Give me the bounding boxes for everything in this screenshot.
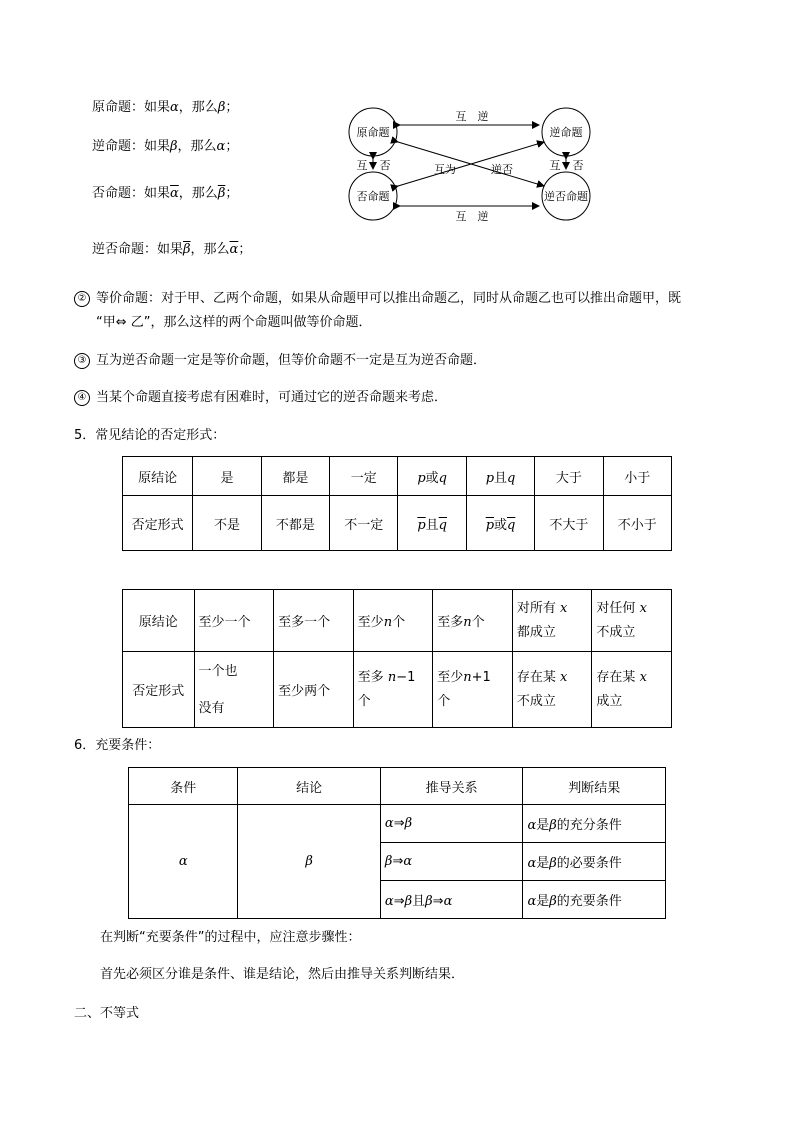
symbol: $\overline{q}$ — [507, 517, 516, 533]
symbol: β — [549, 818, 557, 833]
symbol: p — [417, 470, 426, 486]
table-cell — [433, 652, 513, 728]
text: 的充分条件 — [556, 818, 622, 833]
item-number: ③ — [74, 353, 90, 369]
symbol: n — [387, 669, 397, 685]
item-text: 等价命题：对于甲、乙两个命题，如果从命题甲可以推出命题乙，同时从命题乙也可以推出命题甲，既 — [96, 291, 682, 306]
result-cell — [523, 881, 666, 919]
symbol: n — [383, 615, 393, 630]
symbol: β — [425, 894, 433, 909]
symbol: β — [404, 816, 413, 831]
item-contrapositive-note — [74, 349, 486, 369]
text: 没有 — [198, 700, 225, 716]
negation-table-2 — [122, 589, 672, 728]
text: 存在某 — [516, 669, 556, 685]
table-row — [123, 496, 672, 551]
relation-cell — [380, 881, 523, 919]
text: −1 — [396, 669, 416, 685]
table-cell: 至少两个 — [274, 652, 354, 728]
symbol: $\overline{p}$ — [417, 517, 426, 533]
text: ，那么 — [178, 100, 218, 115]
conclusion-cell: β — [238, 805, 381, 919]
table-header: 判断结果 — [523, 768, 666, 805]
table-cell: 是 — [193, 457, 261, 496]
symbol: α — [216, 139, 226, 154]
edge-label: 互 逆 — [455, 110, 489, 123]
text: ⇒ — [392, 854, 404, 869]
symbol: q — [507, 470, 516, 486]
table-cell — [194, 652, 274, 728]
prop-inverse — [92, 182, 238, 201]
item-number: ② — [74, 291, 90, 307]
edge-label: 逆否 — [491, 163, 513, 176]
symbol: $\overline{\alpha}$ — [229, 242, 239, 257]
symbol: α — [384, 816, 394, 831]
symbol: x — [559, 669, 568, 685]
text: ； — [225, 139, 239, 154]
text: 是 — [536, 856, 550, 871]
table-cell — [398, 496, 466, 551]
text: 且 — [412, 894, 426, 909]
text: ，那么 — [177, 139, 217, 154]
text: ⇒ — [393, 816, 405, 831]
section-2-title: 二、不等式 — [74, 1006, 140, 1021]
symbol: p — [485, 470, 495, 486]
symbol: x — [559, 600, 568, 616]
result-cell — [523, 805, 666, 843]
text: 都成立 — [516, 624, 556, 640]
edge-label: 互 — [549, 159, 561, 172]
prop-label: 否命题：如果 — [92, 186, 171, 201]
table-cell: 不小于 — [603, 496, 671, 551]
text: 的充要条件 — [556, 894, 622, 909]
prop-label: 原命题：如果 — [92, 100, 171, 115]
text: 存在某 — [596, 669, 636, 685]
node-label: 逆否命题 — [544, 190, 588, 203]
condition-cell: α — [129, 805, 238, 919]
symbol: $\overline{q}$ — [438, 517, 447, 533]
symbol: α — [443, 894, 453, 909]
table-cell: 原结论 — [123, 590, 195, 652]
table-row — [123, 590, 672, 652]
text: 不成立 — [596, 624, 636, 640]
symbol: β — [217, 100, 226, 115]
text: 对所有 — [516, 600, 556, 616]
table-cell — [512, 652, 592, 728]
text: 对任何 — [596, 600, 636, 616]
table-cell — [512, 590, 592, 652]
note-1: 在判断“充要条件”的过程中，应注意步骤性： — [100, 930, 361, 945]
text: ； — [225, 186, 239, 201]
table-cell: 否定形式 — [123, 652, 195, 728]
symbol: α — [527, 894, 537, 909]
text: 至多 — [357, 669, 384, 685]
text: ； — [225, 100, 239, 115]
text: 或 — [425, 470, 439, 486]
item-consider-note — [74, 386, 447, 406]
text: ，那么 — [190, 242, 230, 257]
negation-table-1 — [122, 456, 672, 551]
edge-label: 互为 — [434, 163, 456, 176]
item-text: 当某个命题直接考虑有困难时，可通过它的逆否命题来考虑． — [96, 390, 448, 405]
prop-original — [92, 96, 238, 115]
text: 个 — [392, 615, 406, 630]
table-cell — [353, 652, 433, 728]
section-5-title: 5．常见结论的否定形式： — [74, 428, 226, 443]
text: 或 — [494, 517, 508, 533]
item-equivalent-line2: “甲⇔ 乙”，那么这样的两个命题叫做等价命题． — [96, 315, 372, 330]
symbol: α — [384, 894, 394, 909]
text: 个 — [471, 615, 485, 630]
symbol: α — [527, 856, 537, 871]
text: 是 — [536, 894, 550, 909]
symbol: β — [549, 856, 557, 871]
table-header: 结论 — [238, 768, 381, 805]
table-cell: 小于 — [603, 457, 671, 496]
text: 个 — [437, 693, 451, 709]
table-row — [123, 457, 672, 496]
text: 且 — [425, 517, 439, 533]
section-6-title: 6．充要条件： — [74, 738, 161, 753]
relation-cell — [380, 843, 523, 881]
table-cell: 大于 — [535, 457, 603, 496]
table-cell — [466, 457, 534, 496]
symbol: q — [438, 470, 447, 486]
text: +1 — [471, 669, 491, 685]
table-row — [129, 805, 666, 843]
table-cell: 原结论 — [123, 457, 193, 496]
node-label: 原命题 — [356, 126, 390, 139]
symbol: x — [639, 669, 647, 685]
relation-cell — [380, 805, 523, 843]
symbol: $\overline{\beta}$ — [183, 242, 191, 257]
text: 且 — [494, 470, 508, 486]
table-header: 条件 — [129, 768, 238, 805]
text: 一个也 — [198, 663, 238, 679]
text: ； — [238, 242, 252, 257]
symbol: α — [403, 854, 413, 869]
table-cell — [592, 590, 672, 652]
symbol: x — [639, 600, 647, 616]
text: 的必要条件 — [556, 856, 622, 871]
edge-label: 互 逆 — [455, 210, 489, 223]
edge-label: 互 — [356, 159, 368, 172]
condition-table — [128, 767, 666, 919]
table-cell: 至多一个 — [274, 590, 354, 652]
table-header: 推导关系 — [380, 768, 523, 805]
table-cell — [433, 590, 513, 652]
text: ，那么 — [178, 186, 218, 201]
table-cell: 不是 — [193, 496, 261, 551]
node-label: 否命题 — [356, 190, 390, 203]
table-cell: 不一定 — [330, 496, 398, 551]
note-2: 首先必须区分谁是条件、谁是结论，然后由推导关系判断结果． — [100, 967, 465, 982]
symbol: n — [463, 669, 472, 685]
text: 至少 — [437, 669, 464, 685]
symbol: α — [527, 818, 537, 833]
table-cell: 至少一个 — [194, 590, 274, 652]
symbol: β — [170, 139, 178, 154]
symbol: $\overline{p}$ — [485, 517, 495, 533]
prop-contrapositive — [92, 238, 251, 257]
table-cell: 否定形式 — [123, 496, 193, 551]
prop-converse — [92, 135, 238, 154]
text: ⇒ — [432, 894, 444, 909]
table-cell: 一定 — [330, 457, 398, 496]
symbol: $\overline{\alpha}$ — [170, 186, 179, 201]
symbol: β — [549, 894, 557, 909]
symbol: β — [404, 894, 413, 909]
table-cell — [398, 457, 466, 496]
symbol: $\overline{\beta}$ — [217, 186, 226, 201]
symbol: β — [384, 854, 393, 869]
table-cell: 不大于 — [535, 496, 603, 551]
proposition-relation-diagram — [340, 100, 610, 230]
symbol: α — [170, 100, 179, 115]
result-cell — [523, 843, 666, 881]
table-cell: 都是 — [261, 457, 329, 496]
text: 至少 — [357, 615, 384, 630]
table-cell: 不都是 — [261, 496, 329, 551]
text: ⇒ — [393, 894, 405, 909]
symbol: n — [463, 615, 472, 630]
item-text: 互为逆否命题一定是等价命题，但等价命题不一定是互为逆否命题． — [96, 353, 487, 368]
text: 是 — [536, 818, 550, 833]
table-cell — [353, 590, 433, 652]
text: 个 — [357, 693, 371, 709]
table-cell — [466, 496, 534, 551]
text: 成立 — [596, 693, 623, 709]
table-header-row — [129, 768, 666, 805]
text: 至多 — [437, 615, 464, 630]
prop-label: 逆命题：如果 — [92, 139, 171, 154]
edge-label: 否 — [572, 159, 584, 172]
table-cell — [592, 652, 672, 728]
node-label: 逆命题 — [549, 126, 583, 139]
edge-label: 否 — [379, 159, 391, 172]
table-row — [123, 652, 672, 728]
item-number: ④ — [74, 390, 90, 406]
prop-label: 逆否命题：如果 — [92, 242, 184, 257]
item-equivalent — [74, 287, 681, 307]
text: 不成立 — [516, 693, 556, 709]
